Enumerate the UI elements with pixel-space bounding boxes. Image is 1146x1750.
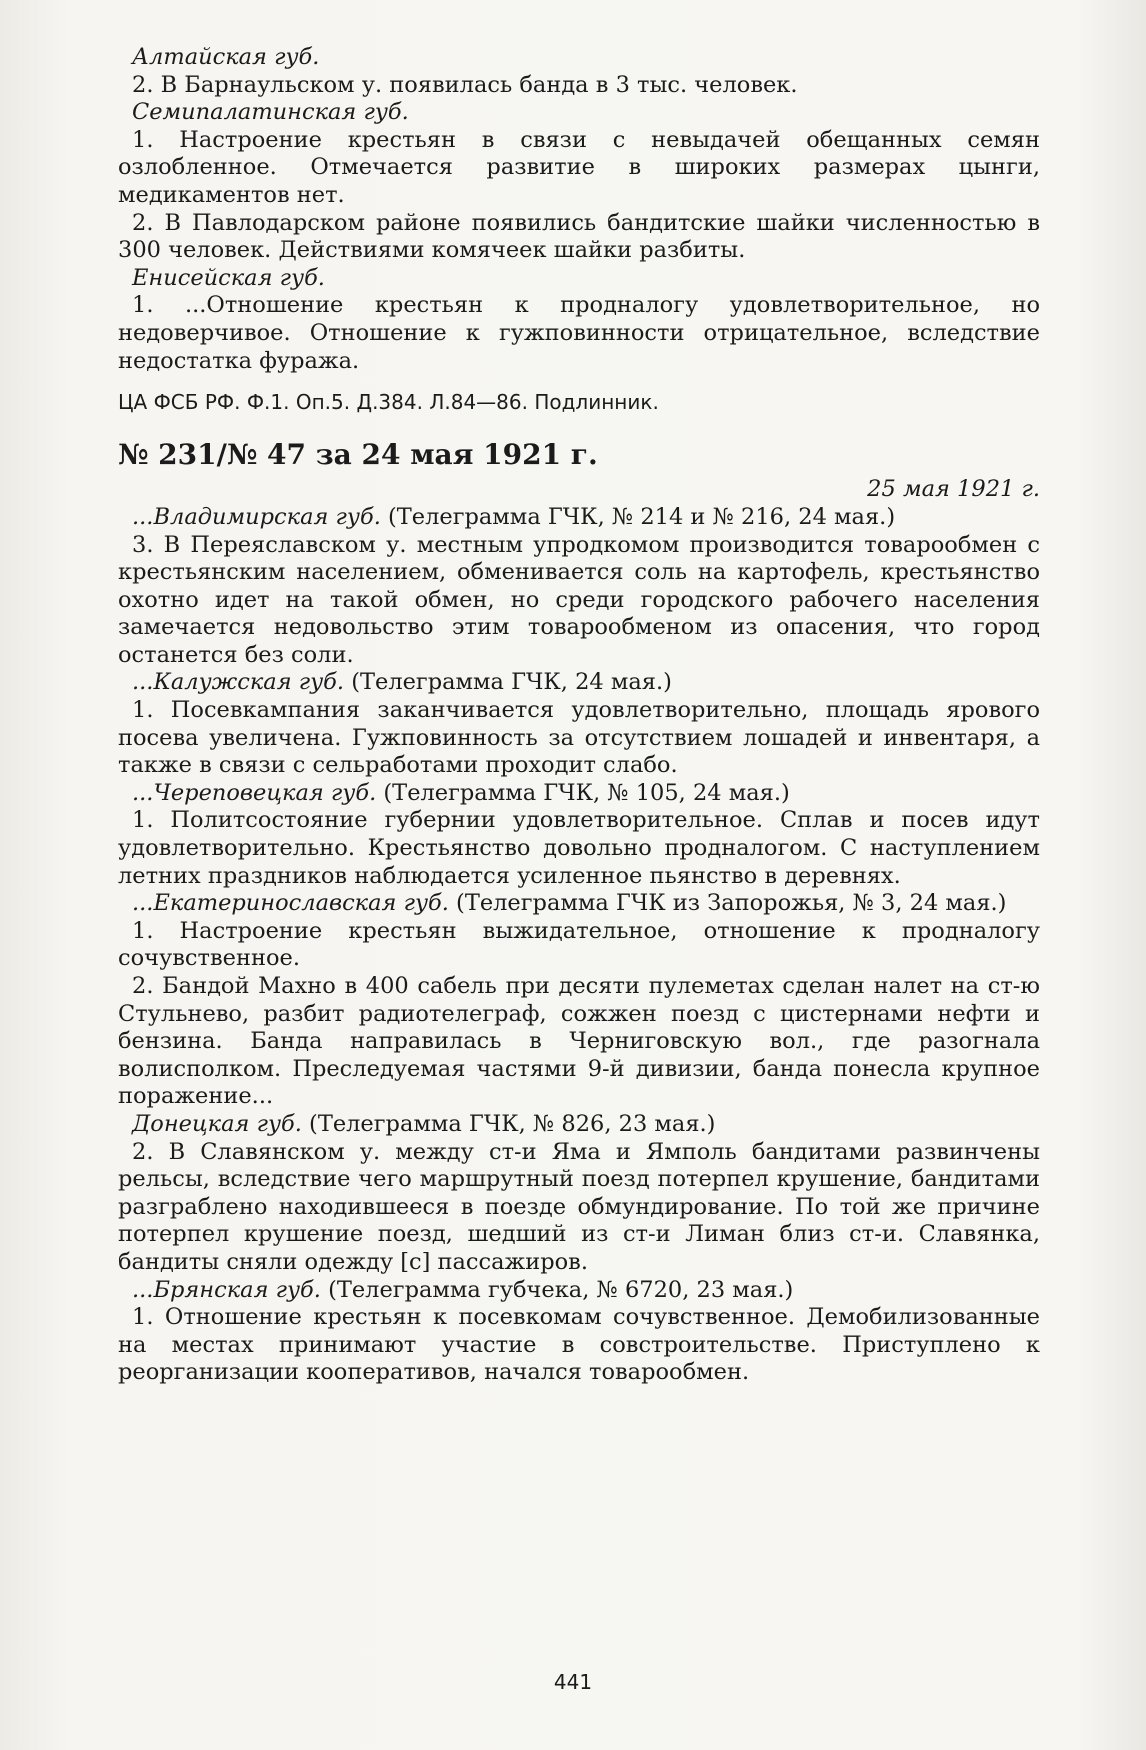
altai-item-2: 2. В Барнаульском у. появилась банда в 3 тыс. человек. (132, 71, 798, 98)
section-vladimir (118, 504, 1040, 532)
document-heading: № 231/№ 47 за 24 мая 1921 г. (118, 437, 598, 471)
ref-cherepovets: (Телеграмма ГЧК, № 105, 24 мая.) (376, 779, 790, 806)
section-bryansk (118, 1277, 1040, 1305)
document-date: 25 мая 1921 г. (867, 476, 1040, 503)
region-semipalatinsk: Семипалатинская губ. (132, 99, 409, 126)
ref-donetsk: (Телеграмма ГЧК, № 826, 23 мая.) (301, 1110, 716, 1137)
semipalatinsk-item-1: 1. Настроение крестьян в связи с невыдачей обещанных семян озлобленное. Отмечается развитие в широких размерах цынги, медикаментов нет. (118, 126, 1040, 208)
bryansk-item-1: 1. Отношение крестьян к посевкомам сочувственное. Демобилизованные на местах принимают участие в совстроительстве. Приступлено к реорганизации кооперативов, начался товарообмен. (118, 1304, 1040, 1386)
region-yenisei: Енисейская губ. (132, 264, 325, 291)
yekaterinoslav-item-1: 1. Настроение крестьян выжидательное, отношение к продналогу сочувственное. (118, 917, 1040, 972)
region-kaluga: ...Калужская губ. (132, 669, 345, 696)
section-donetsk (118, 1111, 1040, 1139)
section-kaluga (118, 669, 1040, 697)
region-bryansk: ...Брянская губ. (132, 1276, 321, 1303)
kaluga-item-1: 1. Посевкампания заканчивается удовлетворительно, площадь ярового посева увеличена. Гужповинность за отсутствием лошадей и инвентаря, а также в связи с сельработами проходит слабо. (118, 697, 1040, 779)
page-text (118, 44, 1040, 1387)
section-cherepovets (118, 780, 1040, 808)
page-number: 441 (553, 1670, 593, 1694)
ref-vladimir: (Телеграмма ГЧК, № 214 и № 216, 24 мая.) (380, 503, 896, 530)
section-yekaterinoslav (118, 890, 1040, 918)
region-vladimir: ...Владимирская губ. (132, 503, 381, 530)
region-cherepovets: ...Череповецкая губ. (132, 779, 377, 806)
yekaterinoslav-item-2: 2. Бандой Махно в 400 сабель при десяти пулеметах сделан налет на ст-ю Стульнево, разбит радиотелеграф, сожжен поезд с цистернами нефти и бензина. Банда направилась в Черниговскую вол., где разогнала волисполком. Преследуемая частями 9-й дивизии, банда понесла крупное поражение... (118, 973, 1040, 1110)
semipalatinsk-item-2: 2. В Павлодарском районе появились бандитские шайки численностью в 300 человек. Действиями комячеек шайки разбиты. (118, 209, 1040, 264)
archive-source: ЦА ФСБ РФ. Ф.1. Оп.5. Д.384. Л.84—86. Подлинник. (118, 390, 659, 415)
region-yekaterinoslav: ...Екатеринославская губ. (132, 890, 449, 917)
region-donetsk: Донецкая губ. (132, 1110, 302, 1137)
ref-bryansk: (Телеграмма губчека, № 6720, 23 мая.) (320, 1276, 794, 1303)
cherepovets-item-1: 1. Политсостояние губернии удовлетворительное. Сплав и посев идут удовлетворительно. Крестьянство довольно продналогом. С наступлением летних праздников наблюдается усиленное пьянство в деревнях. (118, 807, 1040, 889)
ref-kaluga: (Телеграмма ГЧК, 24 мая.) (344, 669, 672, 696)
donetsk-item-2: 2. В Славянском у. между ст-и Яма и Ямполь бандитами развинчены рельсы, вследствие чего маршрутный поезд потерпел крушение, бандитами разграблено находившееся в поезде обмундирование. По той же причине потерпел крушение поезд, шедший из ст-и Лиман близ ст-и. Славянка, бандиты сняли одежду [с] пассажиров. (118, 1138, 1040, 1275)
ref-yekaterinoslav: (Телеграмма ГЧК из Запорожья, № 3, 24 мая.) (448, 890, 1007, 917)
region-altai: Алтайская губ. (132, 44, 320, 70)
yenisei-item-1: 1. ...Отношение крестьян к продналогу удовлетворительное, но недоверчивое. Отношение к гужповинности отрицательное, вследствие недостатка фуража. (118, 292, 1040, 374)
vladimir-item-3: 3. В Переяславском у. местным упродкомом производится товарообмен с крестьянским населением, обменивается соль на картофель, крестьянство охотно идет на такой обмен, но среди городского рабочего населения замечается недовольство этим товарообменом из опасения, что город останется без соли. (118, 531, 1040, 668)
